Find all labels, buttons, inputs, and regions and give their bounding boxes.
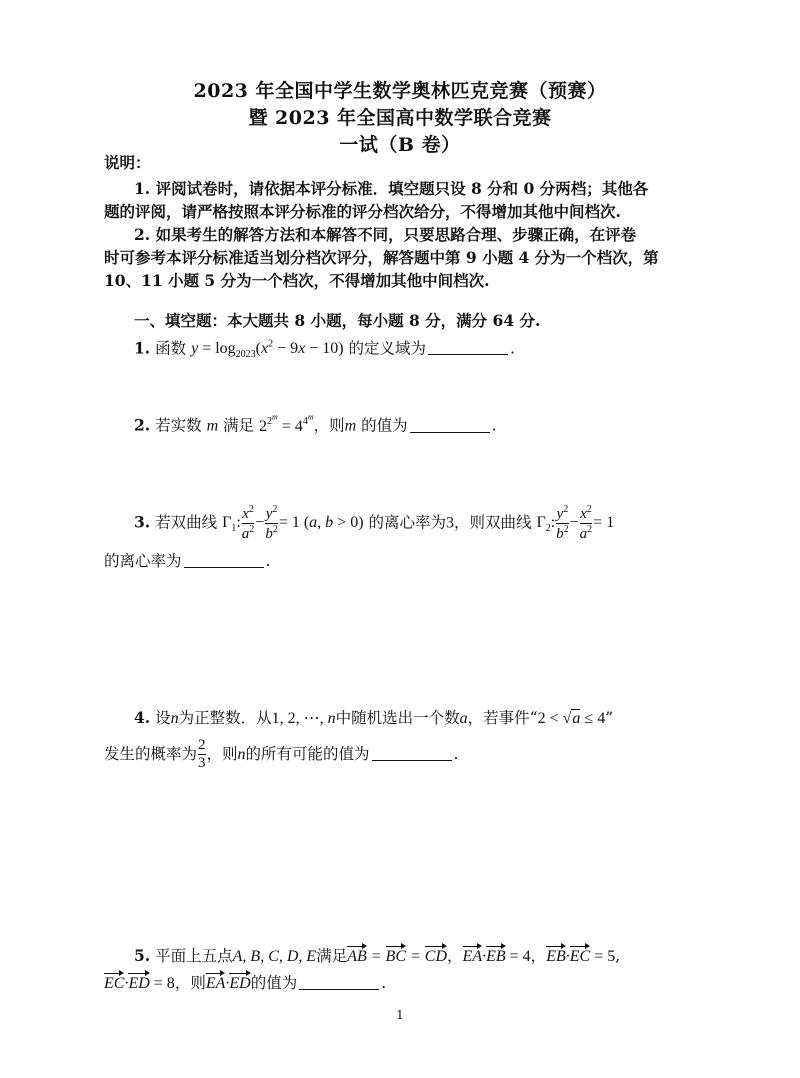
section-heading: 一、填空题：本大题共 8 小题，每小题 8 分，满分 64 分. (134, 311, 541, 330)
question-3-text-line2: 的离心率为 (104, 552, 182, 570)
question-5-points: A, B, C, D, E (232, 948, 317, 965)
answer-blank-2[interactable] (410, 418, 490, 433)
question-1-formula: $y = \log_{2023}(x^2 - 9x - 10)$ (191, 339, 344, 361)
question-5-text-pre: 平面上五点 (155, 947, 233, 965)
title-line-2: 暨 2023 年全国高中数学联合竞赛 (248, 107, 552, 129)
question-4-var-a: a (459, 710, 468, 727)
question-4-text-mid2: 中随机选出一个数 (335, 709, 460, 727)
question-2-var-m: m (206, 417, 219, 435)
question-5-text-post: 的值为 (250, 974, 298, 992)
instruction-2-line-1: 2. 如果考生的解答方法和本解答不同，只要思路合理、步骤正确，在评卷 (134, 225, 637, 244)
question-5-condition-4: EC·ED = 8 (104, 975, 175, 992)
question-4-fraction: $\frac{2}{3}$ (198, 737, 206, 771)
instructions-label: 说明： (104, 153, 151, 172)
instruction-2-line-3: 10、11 小题 5 分为一个档次，不得增加其他中间档次. (104, 271, 490, 290)
answer-blank-1[interactable] (428, 340, 508, 355)
question-4-text-line2b: ，则 (206, 744, 238, 763)
question-4-text-mid3: ，若事件“ (467, 709, 538, 727)
question-4-text-line2a: 发生的概率为 (104, 744, 198, 763)
question-4-text-mid: 为正整数．从 (178, 709, 272, 727)
question-3-formula-2: $\Gamma_2$: $\frac{y^2}{b^2}$ − $\frac{x^2}{a^2}$ = 1 (536, 504, 615, 542)
question-4 (134, 710, 613, 727)
question-4-text-mid4: ” (605, 709, 614, 727)
question-4-end: . (453, 744, 459, 763)
question-3-text-mid2: ，则双曲线 (453, 513, 532, 532)
question-3-value: 3 (445, 514, 454, 532)
answer-blank-4[interactable] (372, 746, 452, 761)
page-number: 1 (396, 1008, 404, 1022)
question-4-var-n-2: n (237, 745, 246, 763)
question-2 (134, 414, 497, 435)
question-4-line-2 (104, 738, 458, 772)
question-5-text-mid: 满足 (316, 947, 348, 965)
question-5-line-2 (104, 975, 386, 992)
question-1-end: . (510, 339, 515, 358)
question-3-line-2 (104, 553, 270, 570)
question-2-end: . (491, 416, 497, 435)
question-4-number: 4. (134, 708, 151, 727)
title-line-3: 一试（B 卷） (339, 134, 461, 156)
instruction-1-line-1: 1. 评阅试卷时，请依据本评分标准．填空题只设 8 分和 0 分两档；其他各 (134, 179, 649, 198)
question-2-text-mid2: ，则 (313, 416, 345, 435)
question-4-var-n: n (170, 710, 179, 727)
question-4-inequality: 2 < √a ≤ 4 (537, 710, 606, 727)
question-2-number: 2. (134, 415, 151, 435)
question-3-text-mid: 的离心率为 (368, 513, 446, 532)
question-2-formula: $2^{2^m} = 4^{4^m}$ (259, 413, 314, 435)
instruction-1-line-2: 题的评阅，请严格按照本评分标准的评分档次给分，不得增加其他中间档次. (104, 202, 621, 221)
question-1-text-post: 的定义域为 (348, 339, 427, 358)
question-5-condition-3: EB·EC = 5 (546, 948, 616, 965)
question-2-text-pre: 若实数 (155, 416, 202, 435)
question-1-text-pre: 函数 (155, 339, 187, 358)
question-5-target: EA·ED (205, 975, 251, 992)
question-4-text-line2c: 的所有可能的值为 (245, 744, 370, 763)
title-line-1: 2023 年全国中学生数学奥林匹克竞赛（预赛） (193, 80, 607, 102)
question-5-end: . (381, 974, 387, 992)
question-1-number: 1. (134, 338, 151, 358)
question-5-number: 5. (134, 946, 151, 965)
question-4-set: 1, 2, ⋯, n (271, 710, 336, 727)
question-3 (134, 505, 614, 543)
question-4-text-pre: 设 (155, 709, 171, 727)
question-2-text-mid: 满足 (223, 416, 255, 435)
question-5-text-line2: ，则 (174, 974, 206, 992)
question-3-text-pre: 若双曲线 (155, 513, 218, 532)
question-3-end: . (265, 552, 271, 570)
question-5: 5. 平面上五点A, B, C, D, E满足AB = BC = CD，EA·EB = 4，EB·EC = 5, (134, 946, 621, 965)
answer-blank-5[interactable] (299, 975, 379, 990)
question-3-formula-1: $\Gamma_1$: $\frac{x^2}{a^2}$ − $\frac{y^2}{b^2}$ = 1 (a, b > 0) (222, 504, 364, 542)
question-3-number: 3. (134, 512, 151, 532)
answer-blank-3[interactable] (184, 553, 264, 568)
question-2-var-m-2: m (344, 417, 357, 435)
instruction-2-line-2: 时可参考本评分标准适当划分档次评分，解答题中第 9 小题 4 分为一个档次，第 (104, 248, 659, 267)
question-5-condition-1: AB = BC = CD (347, 948, 448, 965)
question-1 (134, 340, 515, 361)
question-5-condition-2: EA·EB = 4 (462, 948, 531, 965)
question-2-text-post: 的值为 (361, 416, 408, 435)
